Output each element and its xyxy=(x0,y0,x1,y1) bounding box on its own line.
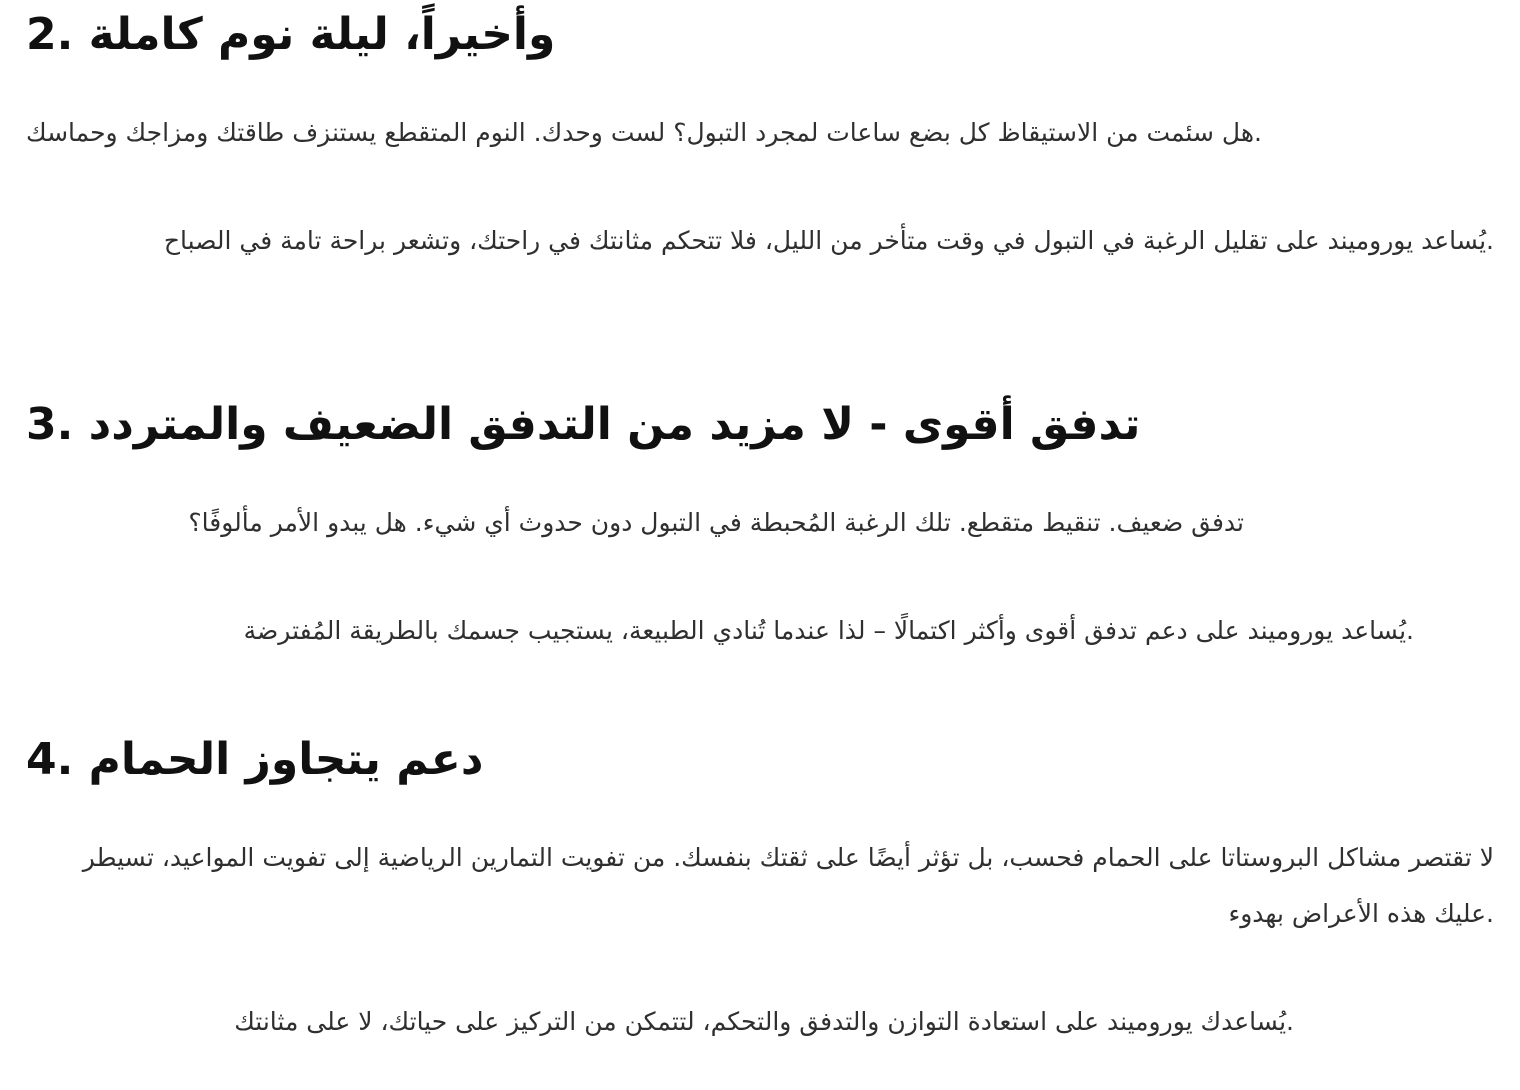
section-paragraph: لا تقتصر مشاكل البروستاتا على الحمام فحسب، بل تؤثر أيضًا على ثقتك بنفسك. من تفويت التمارين الرياضية إلى تفويت المواعيد، تسيطر عليك هذه الأعراض بهدوء. xyxy=(82,842,1494,928)
section-paragraph: يُساعد يوروميند على دعم تدفق أقوى وأكثر اكتمالًا – لذا عندما تُنادي الطبيعة، يستجيب جسمك بالطريقة المُفترضة. xyxy=(243,615,1414,645)
section-heading: 4. دعم يتجاوز الحمام xyxy=(26,734,484,785)
section-paragraph: تدفق ضعيف. تنقيط متقطع. تلك الرغبة المُحبطة في التبول دون حدوث أي شيء. هل يبدو الأمر مألوفًا؟ xyxy=(188,507,1244,537)
section-paragraph: يُساعدك يوروميند على استعادة التوازن والتدفق والتحكم، لتتمكن من التركيز على حياتك، لا على مثانتك. xyxy=(234,1006,1294,1036)
section-paragraph: يُساعد يوروميند على تقليل الرغبة في التبول في وقت متأخر من الليل، فلا تتحكم مثانتك في راحتك، وتشعر براحة تامة في الصباح. xyxy=(163,225,1494,255)
section-beyond-bathroom xyxy=(26,735,1494,1050)
section-stronger-flow xyxy=(26,400,1494,659)
section-heading: 3. تدفق أقوى - لا مزيد من التدفق الضعيف والمتردد xyxy=(26,399,1141,450)
section-paragraph: هل سئمت من الاستيقاظ كل بضع ساعات لمجرد التبول؟ لست وحدك. النوم المتقطع يستنزف طاقتك ومزاجك وحماسك. xyxy=(26,117,1262,147)
section-heading: 2. وأخيراً، ليلة نوم كاملة xyxy=(26,9,556,60)
section-full-night-sleep xyxy=(26,10,1494,269)
